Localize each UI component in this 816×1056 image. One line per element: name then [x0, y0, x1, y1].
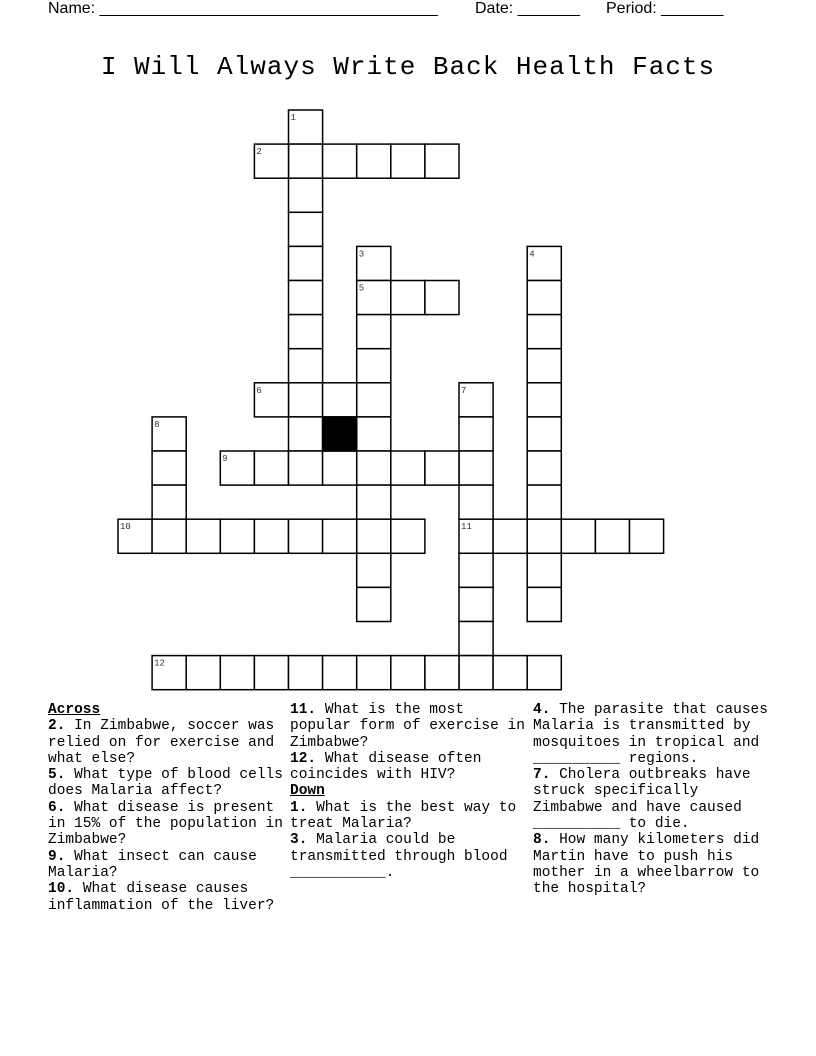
grid-cell[interactable]	[289, 144, 323, 178]
cell-number-6: 6	[256, 385, 262, 396]
clue-down-7: 7. Cholera outbreaks have struck specifically Zimbabwe and have caused __________ to die.	[533, 767, 751, 833]
cell-number-8: 8	[154, 419, 160, 430]
cell-number-5: 5	[358, 283, 365, 294]
grid-cell[interactable]	[289, 383, 323, 417]
cell-number-3: 3	[358, 249, 365, 260]
clue-down-3: 3. Malaria could be transmitted through blood ___________.	[290, 832, 508, 881]
grid-cell[interactable]	[527, 519, 561, 553]
grid-cell[interactable]	[357, 451, 391, 485]
grid-cell[interactable]	[595, 519, 629, 553]
grid-cell[interactable]	[357, 315, 391, 349]
grid-cell[interactable]	[323, 383, 357, 417]
grid-cell[interactable]	[289, 519, 323, 553]
grid-cell[interactable]	[527, 553, 561, 587]
grid-cell[interactable]	[254, 656, 288, 690]
grid-cell[interactable]	[527, 417, 561, 451]
grid-cell[interactable]	[459, 656, 493, 690]
grid-cell[interactable]	[289, 212, 323, 246]
grid-cell[interactable]	[527, 451, 561, 485]
grid-cell[interactable]	[527, 315, 561, 349]
grid-cell[interactable]	[254, 451, 288, 485]
grid-cell[interactable]	[186, 656, 220, 690]
grid-cell[interactable]	[561, 519, 595, 553]
grid-cell[interactable]	[630, 519, 664, 553]
grid-cell[interactable]	[289, 281, 323, 315]
cell-number-2: 2	[256, 147, 262, 158]
grid-cell[interactable]	[459, 622, 493, 656]
grid-cell[interactable]	[425, 144, 459, 178]
grid-cell[interactable]	[527, 656, 561, 690]
grid-cell[interactable]	[391, 281, 425, 315]
grid-cell[interactable]	[425, 656, 459, 690]
grid-cell[interactable]	[493, 519, 527, 553]
grid-cell[interactable]	[289, 315, 323, 349]
grid-cell[interactable]	[527, 587, 561, 621]
cell-number-9: 9	[222, 454, 228, 464]
cell-number-10: 10	[120, 522, 131, 533]
grid-cell[interactable]	[391, 144, 425, 178]
grid-cell[interactable]	[357, 553, 391, 587]
clue-across-2: 2. In Zimbabwe, soccer was relied on for exercise and what else?	[48, 718, 275, 767]
grid-cell[interactable]	[289, 417, 323, 451]
grid-cell[interactable]	[323, 519, 357, 553]
grid-cell[interactable]	[459, 451, 493, 485]
grid-cell[interactable]	[391, 656, 425, 690]
grid-cell[interactable]	[357, 144, 391, 178]
grid-cell[interactable]	[459, 485, 493, 519]
grid-cell[interactable]	[459, 553, 493, 587]
grid-cell[interactable]	[289, 451, 323, 485]
date-field[interactable]: Date: _______	[475, 0, 580, 17]
grid-cell[interactable]	[152, 485, 186, 519]
cell-number-11: 11	[461, 522, 472, 533]
grid-cell[interactable]	[357, 383, 391, 417]
grid-cell[interactable]	[289, 349, 323, 383]
grid-cell[interactable]	[391, 519, 425, 553]
grid-cell[interactable]	[289, 178, 323, 212]
clue-column-1	[48, 702, 283, 914]
grid-cell[interactable]	[289, 246, 323, 280]
grid-cell[interactable]	[459, 417, 493, 451]
across-heading: Across	[48, 702, 101, 718]
grid-cell[interactable]	[220, 519, 254, 553]
clue-across-11: 11. What is the most popular form of exercise in Zimbabwe?	[290, 702, 525, 751]
clue-across-6: 6. What disease is present in 15% of the population in Zimbabwe?	[48, 799, 283, 849]
clue-down-4: 4. The parasite that causes Malaria is transmitted by mosquitoes in tropical and __________ regions.	[533, 702, 768, 767]
grid-cell[interactable]	[357, 587, 391, 621]
grid-cell[interactable]	[425, 281, 459, 315]
page-title: I Will Always Write Back Health Facts	[100, 52, 716, 82]
down-heading: Down	[290, 783, 325, 800]
grid-cell[interactable]	[323, 144, 357, 178]
grid-cell[interactable]	[186, 519, 220, 553]
clue-across-10: 10. What disease causes inflammation of the liver?	[48, 881, 275, 914]
period-field[interactable]: Period: _______	[606, 0, 724, 17]
grid-cell[interactable]	[527, 485, 561, 519]
clue-across-12: 12. What disease often coincides with HIV?	[290, 750, 482, 784]
cell-number-4: 4	[529, 249, 535, 260]
grid-cell[interactable]	[459, 587, 493, 621]
grid-cell[interactable]	[357, 485, 391, 519]
name-field[interactable]: Name: ______________________________________	[48, 0, 438, 17]
grid-cell[interactable]	[391, 451, 425, 485]
grid-cell[interactable]	[152, 519, 186, 553]
grid-cell[interactable]	[220, 656, 254, 690]
grid-cell[interactable]	[323, 451, 357, 485]
cell-number-12: 12	[154, 658, 165, 669]
grid-cell[interactable]	[152, 451, 186, 485]
grid-cell[interactable]	[527, 349, 561, 383]
clue-column-3	[533, 702, 773, 898]
clue-across-9: 9. What insect can cause Malaria?	[48, 848, 257, 881]
grid-black-cell	[323, 417, 357, 451]
grid-cell[interactable]	[357, 349, 391, 383]
grid-cell[interactable]	[527, 281, 561, 315]
grid-cell[interactable]	[323, 656, 357, 690]
clue-down-8: 8. How many kilometers did Martin have to push his mother in a wheelbarrow to the hospital?	[533, 832, 760, 898]
grid-cell[interactable]	[357, 656, 391, 690]
cell-number-7: 7	[461, 385, 467, 396]
cell-number-1: 1	[290, 113, 296, 123]
grid-cell[interactable]	[425, 451, 459, 485]
grid-cell[interactable]	[357, 519, 391, 553]
grid-cell[interactable]	[527, 383, 561, 417]
clue-column-2	[290, 702, 525, 881]
grid-cell[interactable]	[493, 656, 527, 690]
grid-cell[interactable]	[289, 656, 323, 690]
clue-down-1: 1. What is the best way to treat Malaria?	[290, 799, 517, 833]
grid-cell[interactable]	[254, 519, 288, 553]
grid-cell[interactable]	[357, 417, 391, 451]
clue-across-5: 5. What type of blood cells does Malaria affect?	[48, 767, 283, 800]
